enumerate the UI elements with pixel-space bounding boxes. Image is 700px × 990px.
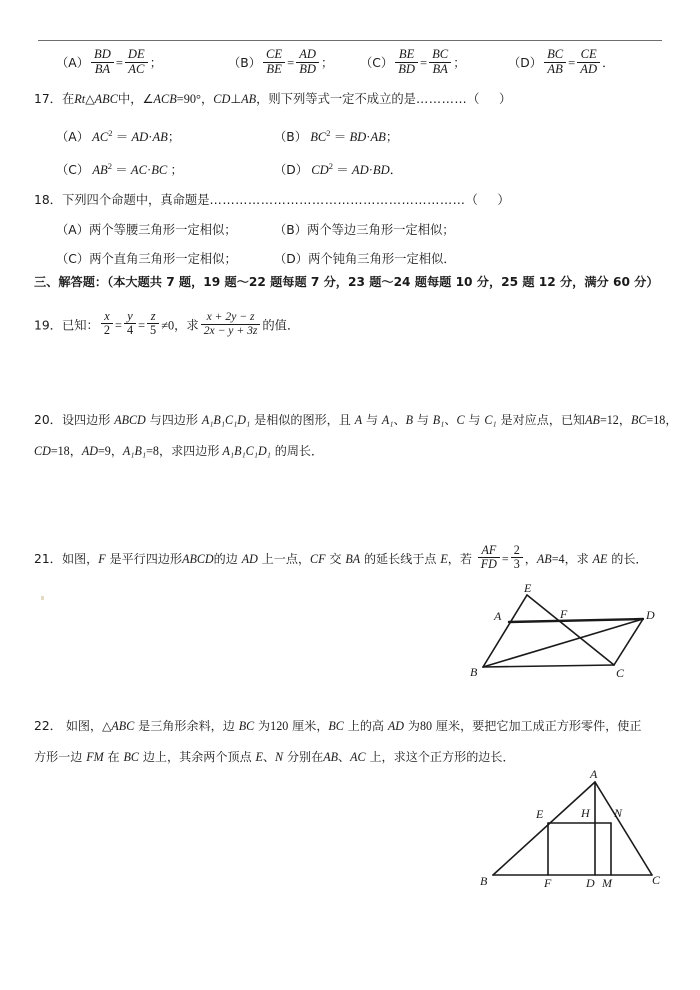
q17-b-tail: ；: [385, 130, 399, 145]
q21-point-f: F: [98, 552, 106, 567]
q19-f3-numerator: z: [150, 309, 156, 324]
q17-stem-part-3: ，: [200, 92, 214, 106]
q22-t7: 厘米，要把它加工成正方形零件，使正: [432, 719, 642, 733]
q20-l1-i: 是对应点，已知: [496, 413, 586, 427]
q22-t6: 为: [404, 719, 420, 733]
angle-symbol: ∠: [142, 92, 154, 106]
q16-c-tail: ；: [453, 55, 466, 70]
q22-bc-2: BC: [328, 719, 344, 733]
q22-l2-t6: 、: [338, 750, 351, 764]
q17-d-tail: ．: [389, 163, 403, 178]
q22-figure: [480, 767, 670, 895]
q18-option-d-text: 两个钝角三角形一定相似．: [308, 252, 456, 266]
q17-number: 17．: [34, 92, 62, 106]
q16-option-c: [360, 47, 466, 78]
q18-option-d: [274, 251, 456, 269]
q17-leader-dots: …………: [415, 92, 468, 106]
q19-f2-denominator: 4: [124, 323, 136, 337]
q20-point-c: C: [456, 413, 465, 427]
q17-c-exponent: 2: [107, 161, 113, 171]
q22-ad-value: 80: [419, 719, 433, 733]
q16-b-numerator: CE: [266, 47, 283, 62]
q21-ab: AB: [536, 552, 552, 567]
q22-label-A: A: [590, 767, 598, 781]
q19-big-denominator: 2x − y + 3z: [201, 324, 261, 338]
q17-paren-open: （: [467, 92, 480, 106]
q16-option-c-label: （C）: [360, 55, 394, 70]
q20-a1b1-value: =8，求四边形: [146, 444, 223, 458]
q16-d-equals: =: [568, 55, 576, 70]
q17-paren-close: ）: [499, 92, 512, 106]
q17-option-c-label: （C）: [56, 163, 90, 178]
q17-option-b: [274, 127, 398, 147]
q17-d-relation: ＝: [336, 163, 349, 178]
q21-value-numerator: 2: [513, 543, 520, 558]
q20-bc: BC: [630, 413, 647, 427]
q20-ad-value: =9，: [97, 444, 123, 458]
q21-ae: AE: [592, 552, 608, 567]
q16-a-equals: =: [115, 55, 123, 70]
q21-ba: BA: [345, 552, 361, 567]
q17-d-lhs: CD: [311, 163, 329, 178]
q19-given-label: 已知：: [61, 318, 99, 333]
q21-t10: 的长．: [607, 552, 648, 567]
q17-a-tail: ；: [167, 130, 181, 145]
q19-equals-1: =: [115, 318, 122, 333]
q20-stem-line-1: [34, 412, 677, 430]
q18-option-c-text: 两个直角三角形一定相似；: [89, 252, 237, 266]
q22-fm: FM: [86, 750, 104, 764]
q17-stem-part-1: 在: [61, 92, 75, 106]
q16-a-denominator-2: AC: [125, 62, 148, 77]
q17-acb: ACB: [153, 92, 177, 106]
q20-stem-line-2: [34, 443, 323, 461]
q19-f1-denominator: 2: [101, 323, 113, 337]
q19-ask-label: 求: [186, 318, 199, 333]
q17-d-dot: ·: [368, 163, 373, 178]
q17-cd: CD: [213, 92, 231, 106]
q17-c-relation: ＝: [115, 163, 128, 178]
q17-stem-part-2: 中，: [117, 92, 143, 106]
q20-ab-value: =12，: [599, 413, 631, 427]
q20-number: 20．: [34, 413, 62, 427]
q16-b-denominator-2: BD: [296, 62, 319, 77]
q18-option-b-label: （B）: [274, 223, 308, 237]
q21-t5: 交: [325, 552, 346, 567]
q21-frac-numerator: AF: [481, 543, 497, 558]
q17-b-lhs: BC: [310, 130, 327, 145]
q21-t7: ，若: [447, 552, 476, 567]
q16-option-b-label: （B）: [228, 55, 262, 70]
q17-d-exponent: 2: [328, 161, 334, 171]
paper-smudge: [41, 596, 44, 600]
q16-c-equals: =: [419, 55, 428, 70]
q17-b-dot: ·: [366, 130, 371, 145]
q19-comma: ，: [174, 318, 187, 333]
q16-a-numerator: BD: [94, 47, 111, 62]
q21-value-denominator: 3: [511, 557, 523, 571]
q16-d-numerator: BC: [547, 47, 564, 62]
q22-bc-value: 120: [270, 719, 289, 733]
q17-eq90: =90: [176, 92, 197, 106]
q18-option-a: [56, 222, 237, 240]
q22-l2-t4: 、: [262, 750, 276, 764]
q17-d-rhs1: AD: [351, 163, 369, 178]
q19-big-numerator: x + 2y − z: [206, 310, 255, 324]
q22-label-N: N: [614, 806, 623, 820]
q16-d-denominator: AB: [544, 62, 566, 77]
q21-t8: ，: [524, 552, 537, 567]
q18-option-d-label: （D）: [274, 252, 309, 266]
q20-bc-value: =18，: [646, 413, 678, 427]
q22-label-H: H: [581, 806, 590, 820]
q17-b-rhs1: BD: [349, 130, 367, 145]
q20-point-b1: B₁: [432, 413, 445, 427]
not-equal-symbol: ≠: [161, 318, 168, 333]
q22-label-E: E: [536, 807, 544, 821]
q16-option-d-label: （D）: [508, 55, 543, 70]
q20-cd: CD: [34, 444, 51, 458]
q18-option-a-text: 两个等腰三角形一定相似；: [89, 223, 237, 237]
q19-zero: 0: [167, 318, 175, 333]
q16-option-b: [228, 47, 334, 78]
q21-label-C: C: [616, 666, 625, 680]
q20-quad-name: A₁B₁C₁D₁: [222, 444, 271, 458]
q20-ad: AD: [81, 444, 98, 458]
q22-number: 22．: [34, 719, 62, 733]
q21-t9: ，求: [564, 552, 593, 567]
header-rule: [38, 40, 662, 41]
q18-option-c: [56, 251, 237, 269]
q21-figure: [460, 580, 670, 690]
q16-b-tail: ；: [321, 55, 334, 70]
q18-option-b-text: 两个等边三角形一定相似；: [307, 223, 455, 237]
q18-paren-close: ）: [497, 193, 510, 207]
q17-option-d: [274, 160, 402, 180]
q17-abc: ABC: [94, 92, 118, 106]
q17-option-b-label: （B）: [274, 130, 308, 145]
q20-l1-b: 与四边形: [145, 413, 202, 427]
q19-number: 19．: [34, 318, 62, 333]
q18-number: 18．: [34, 193, 62, 207]
q16-a-denominator: BA: [91, 62, 114, 77]
q21-frac-denominator: FD: [478, 557, 500, 571]
q22-t4: 厘米，: [288, 719, 329, 733]
q17-a-rhs1: AD: [131, 130, 149, 145]
q20-l1-e: 、: [393, 413, 406, 427]
q18-paren-open: （: [465, 193, 478, 207]
q20-l1-f: 与: [412, 413, 433, 427]
q22-label-C: C: [652, 873, 661, 887]
q22-stem-line-2: [34, 749, 515, 767]
q22-label-M: M: [602, 876, 612, 890]
q21-t3: 的边: [213, 552, 242, 567]
q20-l1-g: 、: [444, 413, 457, 427]
q21-t1: 如图，: [61, 552, 99, 567]
q19-tail: 的值．: [262, 318, 300, 333]
q17-a-lhs: AC: [92, 130, 109, 145]
q20-abcd: ABCD: [114, 413, 146, 427]
q21-label-A: A: [494, 609, 502, 623]
q20-a1b1: A₁B₁: [122, 444, 147, 458]
q21-stem: [34, 543, 648, 573]
q20-point-b: B: [405, 413, 413, 427]
q16-b-denominator: BE: [263, 62, 285, 77]
q17-stem: [34, 91, 511, 109]
q22-l2-t2: 在: [103, 750, 124, 764]
q16-a-tail: ；: [149, 55, 163, 70]
q17-c-lhs: AB: [92, 163, 108, 178]
q17-c-rhs1: AC: [130, 163, 148, 178]
q17-c-dot: ·: [147, 163, 152, 178]
q20-l2-tail: 的周长．: [270, 444, 324, 458]
q22-triangle-symbol: △: [102, 719, 112, 733]
q20-point-a: A: [354, 413, 363, 427]
q22-t5: 上的高: [343, 719, 388, 733]
q20-l1-d: 与: [362, 413, 382, 427]
q17-b-exponent: 2: [326, 128, 331, 138]
q16-d-tail: ．: [602, 55, 615, 70]
q17-stem-part-4: ，则下列等式一定不成立的是: [256, 92, 416, 106]
q20-l1-c: 是相似的图形，且: [250, 413, 355, 427]
q20-l1-h: 与: [464, 413, 485, 427]
q17-c-tail: ；: [170, 163, 183, 178]
q22-bc: BC: [238, 719, 255, 733]
q16-b-equals: =: [287, 55, 295, 70]
degree-symbol: °: [196, 92, 201, 106]
q22-point-n: N: [275, 750, 284, 764]
q22-l2-t3: 边上，其余两个顶点: [138, 750, 256, 764]
q21-label-B: B: [470, 665, 478, 679]
q16-d-numerator-2: CE: [580, 47, 597, 62]
q18-stem-text: 下列四个命题中，真命题是: [61, 193, 210, 207]
q18-leader-dots: ……………………………………………………: [209, 193, 466, 207]
q19-f3-denominator: 5: [147, 323, 159, 337]
q17-b-rhs2: AB: [370, 130, 386, 145]
q21-label-E: E: [524, 581, 532, 595]
q18-option-a-label: （A）: [56, 223, 90, 237]
q17-a-exponent: 2: [108, 128, 113, 138]
q22-t2: 是三角形余料，边: [134, 719, 239, 733]
q17-a-rhs2: AB: [152, 130, 168, 145]
q21-t2: 是平行四边形: [105, 552, 183, 567]
q22-ad: AD: [387, 719, 404, 733]
q21-frac-equals: =: [501, 552, 509, 567]
q18-option-c-label: （C）: [56, 252, 90, 266]
q17-option-d-label: （D）: [274, 163, 309, 178]
q22-ac: AC: [350, 750, 366, 764]
q17-option-a: [56, 127, 180, 147]
q21-t6: 的延长线于点: [360, 552, 441, 567]
q22-label-F: F: [544, 876, 552, 890]
q19-f1-numerator: x: [104, 309, 110, 324]
q17-a-relation: ＝: [115, 130, 129, 145]
q22-l2-t7: 上，求这个正方形的边长．: [365, 750, 515, 764]
q17-ab: AB: [241, 92, 257, 106]
q17-rt: Rt: [74, 92, 86, 106]
q16-option-d: [508, 47, 615, 78]
q19-equals-2: =: [138, 318, 146, 333]
q17-a-dot: ·: [148, 130, 153, 145]
q21-cf: CF: [310, 552, 326, 567]
q21-ab-value: =4: [551, 552, 565, 567]
q21-label-F: F: [560, 607, 568, 621]
q22-ab: AB: [323, 750, 339, 764]
q16-c-numerator: BE: [398, 47, 415, 62]
q22-l2-t5: 分别在: [283, 750, 324, 764]
q22-point-e: E: [255, 750, 263, 764]
q22-label-B: B: [480, 874, 488, 888]
q16-a-numerator-2: DE: [127, 47, 145, 62]
q16-c-denominator-2: BA: [429, 62, 451, 77]
q21-ad: AD: [241, 552, 258, 567]
section-3-heading: 三、解答题：（本大题共 7 题，19 题～22 题每题 7 分，23 题～24 题每题 10 分，25 题 12 分，满分 60 分）: [34, 275, 659, 289]
q17-c-rhs2: BC: [151, 163, 168, 178]
q22-stem-line-1: [34, 718, 642, 736]
q18-stem: [34, 192, 510, 210]
q22-label-D: D: [586, 876, 595, 890]
q20-a1b1c1d1: A₁B₁C₁D₁: [201, 413, 251, 427]
q21-point-e: E: [440, 552, 448, 567]
q20-cd-value: =18，: [50, 444, 82, 458]
q21-abcd: ABCD: [182, 552, 214, 567]
q17-option-c: [56, 160, 183, 180]
q22-l2-t1: 方形一边: [34, 750, 87, 764]
q17-d-rhs2: BD: [372, 163, 390, 178]
q22-abc: ABC: [111, 719, 135, 733]
triangle-symbol: △: [85, 92, 95, 106]
q16-b-numerator-2: AD: [299, 47, 317, 62]
q16-option-a: [56, 47, 163, 78]
q21-t4: 上一点，: [257, 552, 311, 567]
q16-d-denominator-2: AD: [577, 62, 600, 77]
q17-option-a-label: （A）: [56, 130, 90, 145]
q22-t1: 如图，: [65, 719, 103, 733]
q22-bc-3: BC: [123, 750, 139, 764]
q20-point-c1: C₁: [484, 413, 497, 427]
q22-t3: 为: [254, 719, 271, 733]
q21-label-D: D: [646, 608, 655, 622]
q19-stem: [34, 309, 300, 340]
q20-l1-a: 设四边形: [61, 413, 115, 427]
perpendicular-symbol: ⊥: [230, 92, 242, 106]
q16-c-denominator: BD: [395, 62, 418, 77]
q18-option-b: [274, 222, 455, 240]
q20-point-a1: A₁: [381, 413, 394, 427]
q16-c-numerator-2: BC: [432, 47, 449, 62]
q21-number: 21．: [34, 552, 62, 567]
q19-f2-numerator: y: [127, 309, 133, 324]
q17-b-relation: ＝: [333, 130, 347, 145]
q16-option-a-label: （A）: [56, 55, 90, 70]
q20-ab: AB: [585, 413, 600, 427]
